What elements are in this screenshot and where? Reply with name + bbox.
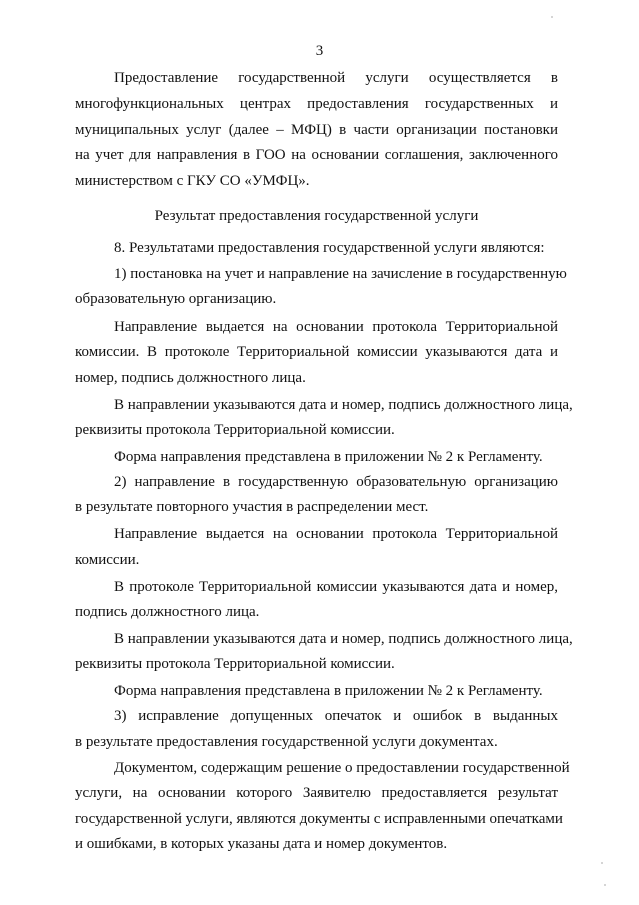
paragraph-mfc-line-5: министерством с ГКУ СО «УМФЦ». — [75, 173, 310, 189]
paragraph-mfc-line-4: на учет для направления в ГОО на основании соглашения, заключенного — [75, 147, 558, 163]
item-1-issue-line-2: комиссии. В протоколе Территориальной комиссии указываются дата и — [75, 344, 558, 360]
item-2-issue-line-2: комиссии. — [75, 552, 140, 568]
item-2-line-1: 2) направление в государственную образовательную организацию — [114, 474, 558, 490]
item-1-line-1: 1) постановка на учет и направление на зачисление в государственную — [114, 266, 567, 282]
scan-speck — [601, 862, 603, 864]
item-2-protocol-line-2: подпись должностного лица. — [75, 604, 260, 620]
paragraph-mfc-line-1: Предоставление государственной услуги осуществляется в — [114, 70, 558, 86]
item-3-document-line-3: государственной услуги, являются документы с исправленными опечатками — [75, 811, 563, 827]
section-heading: Результат предоставления государственной услуги — [154, 208, 479, 224]
item-1-details-line-2: реквизиты протокола Территориальной комиссии. — [75, 422, 395, 438]
item-1-form-line-1: Форма направления представлена в приложении № 2 к Регламенту. — [114, 449, 543, 465]
page-number: 3 — [315, 43, 324, 59]
item-1-issue-line-3: номер, подпись должностного лица. — [75, 370, 306, 386]
item-3-line-2: в результате предоставления государственной услуги документах. — [75, 734, 498, 750]
item-1-details-line-1: В направлении указываются дата и номер, подпись должностного лица, — [114, 397, 573, 413]
item-1-issue-line-1: Направление выдается на основании протокола Территориальной — [114, 319, 558, 335]
item-2-form-line-1: Форма направления представлена в приложении № 2 к Регламенту. — [114, 683, 543, 699]
item-3-line-1: 3) исправление допущенных опечаток и ошибок в выданных — [114, 708, 558, 724]
scan-speck — [604, 884, 606, 886]
item-2-protocol-line-1: В протоколе Территориальной комиссии указываются дата и номер, — [114, 579, 558, 595]
paragraph-mfc-line-2: многофункциональных центрах предоставления государственных и — [75, 96, 558, 112]
item-2-line-2: в результате повторного участия в распределении мест. — [75, 499, 429, 515]
item-3-document-line-2: услуги, на основании которого Заявителю предоставляется результат — [75, 785, 558, 801]
scan-speck — [551, 16, 553, 18]
item-2-details-line-1: В направлении указываются дата и номер, подпись должностного лица, — [114, 631, 573, 647]
item-3-document-line-1: Документом, содержащим решение о предоставлении государственной — [114, 760, 570, 776]
item-3-document-line-4: и ошибками, в которых указаны дата и номер документов. — [75, 836, 448, 852]
item-1-line-2: образовательную организацию. — [75, 291, 277, 307]
item-2-issue-line-1: Направление выдается на основании протокола Территориальной — [114, 526, 558, 542]
item-2-details-line-2: реквизиты протокола Территориальной комиссии. — [75, 656, 395, 672]
paragraph-mfc-line-3: муниципальных услуг (далее – МФЦ) в части организации постановки — [75, 122, 558, 138]
paragraph-8-line-1: 8. Результатами предоставления государственной услуги являются: — [114, 240, 545, 256]
